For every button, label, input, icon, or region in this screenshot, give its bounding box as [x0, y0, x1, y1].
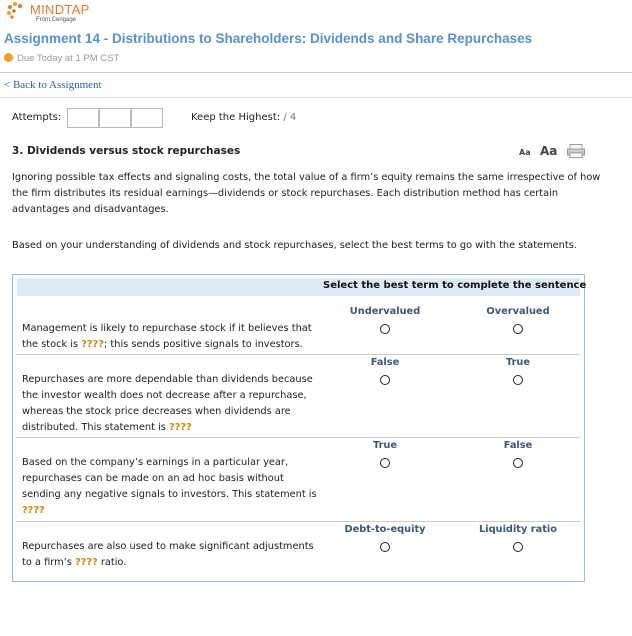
option-1-radio[interactable] — [380, 542, 390, 552]
option-1-radio[interactable] — [380, 324, 390, 334]
table-header: Select the best term to complete the sentence — [323, 280, 587, 291]
statement-pre: Repurchases are more dependable than dividends because the investor wealth does not decrease after a repurchase, whereas the stock price decreases when dividends are distributed. This statement is — [22, 374, 313, 433]
mindtap-logo — [6, 2, 126, 24]
statement-text — [22, 321, 317, 353]
mindtap-logo-icon — [6, 2, 28, 22]
due-text: Due Today at 1 PM CST — [17, 53, 120, 64]
keep-highest-label: Keep the Highest: — [191, 112, 281, 123]
font-size-small-button[interactable]: Aa — [519, 148, 531, 157]
back-to-assignment-link[interactable]: < Back to Assignment — [4, 79, 102, 91]
attempts-label: Attempts: — [12, 112, 62, 123]
statement-post: ; this sends positive signals to investors. — [103, 339, 303, 350]
option-2-radio[interactable] — [513, 542, 523, 552]
statement-text — [22, 455, 317, 519]
statement-post: ratio. — [97, 557, 127, 568]
brand-sub: From Cengage — [36, 17, 77, 23]
due-clock-icon — [4, 53, 13, 62]
row-separator — [16, 521, 580, 522]
statement-text — [22, 539, 317, 571]
font-size-large-button[interactable]: Aa — [540, 144, 558, 158]
attempt-box-3 — [131, 108, 163, 128]
option-1-radio[interactable] — [380, 375, 390, 385]
option-2-label: True — [505, 357, 531, 368]
option-1-label: Undervalued — [349, 306, 421, 317]
statement-pre: Management is likely to repurchase stock if it believes that the stock is — [22, 323, 312, 350]
option-2-label: False — [503, 440, 533, 451]
assignment-title: Assignment 14 - Distributions to Shareholders: Dividends and Share Repurchases — [4, 31, 533, 46]
print-icon[interactable] — [567, 144, 585, 158]
question-instruction: Based on your understanding of dividends and stock repurchases, select the best terms to go with the statements. — [12, 240, 577, 251]
attempt-box-1 — [67, 108, 99, 128]
attempt-box-2 — [99, 108, 131, 128]
due-date — [4, 53, 119, 64]
answer-blank: ???? — [74, 557, 98, 568]
row-separator — [16, 354, 580, 355]
answer-blank: ???? — [22, 505, 45, 516]
answer-blank: ???? — [169, 422, 192, 433]
option-1-radio[interactable] — [380, 458, 390, 468]
row-separator — [16, 437, 580, 438]
option-1-label: False — [370, 357, 400, 368]
option-1-label: True — [372, 440, 398, 451]
question-title: 3. Dividends versus stock repurchases — [12, 145, 241, 157]
option-2-radio[interactable] — [513, 458, 523, 468]
option-2-label: Overvalued — [486, 306, 550, 317]
nav-divider — [0, 97, 632, 98]
option-2-radio[interactable] — [513, 324, 523, 334]
question-intro: Ignoring possible tax effects and signaling costs, the total value of a firm’s equity remains the same irrespective of how the firm distributes its residual earnings—dividends or stock repurchases. Each distribution method has certain advantages and disadvantages. — [12, 172, 601, 215]
option-2-label: Liquidity ratio — [478, 524, 557, 535]
app-header — [0, 0, 632, 72]
statement-pre: Based on the company’s earnings in a particular year, repurchases can be made on an ad hoc basis without sending any negative signals to investors. This statement is — [22, 457, 317, 500]
answer-blank: ???? — [81, 339, 104, 350]
statement-pre: Repurchases are also used to make significant adjustments to a firm’s — [22, 541, 314, 568]
option-2-radio[interactable] — [513, 375, 523, 385]
statement-text — [22, 372, 317, 436]
keep-highest-value: / 4 — [283, 112, 297, 123]
option-1-label: Debt-to-equity — [344, 524, 426, 535]
brand-name: MINDTAP — [30, 2, 90, 17]
keep-highest — [191, 112, 296, 123]
header-divider — [0, 72, 632, 73]
